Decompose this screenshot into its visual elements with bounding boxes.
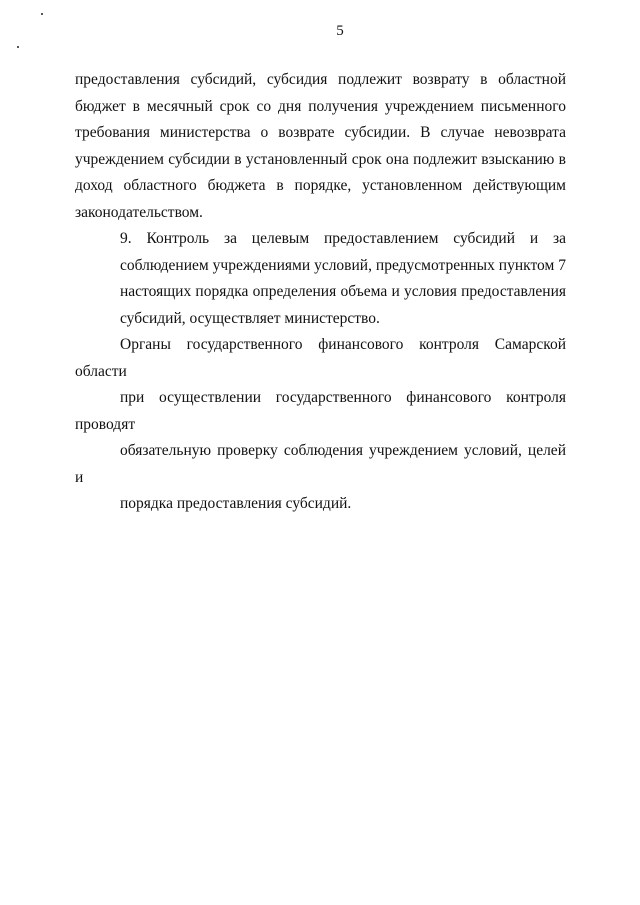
- page-number: 5: [336, 23, 344, 39]
- scan-speck: [17, 46, 19, 48]
- paragraph-subsidy-return: [75, 67, 566, 226]
- text-line: доход областного бюджета в порядке, установленном действующим: [75, 177, 566, 194]
- text-line: обязательную проверку соблюдения учреждением условий, целей и: [75, 442, 566, 486]
- scan-speck: [41, 13, 43, 15]
- text-line: Органы государственного финансового контроля Самарской области: [75, 336, 566, 380]
- text-line: субсидий, осуществляет министерство.: [120, 309, 380, 327]
- text-line: порядка предоставления субсидий.: [120, 495, 352, 512]
- text-line: законодательством.: [75, 203, 203, 221]
- paragraph-control: [75, 226, 566, 332]
- text-line: 9. Контроль за целевым предоставлением субсидий и за: [120, 230, 566, 247]
- text-line: предоставления субсидий, субсидия подлежит возврату в областной: [75, 71, 566, 88]
- text-line: соблюдением учреждениями условий, предусмотренных пунктом 7: [120, 256, 566, 274]
- text-line: настоящих порядка определения объема и условия предоставления: [120, 283, 566, 300]
- text-line: при осуществлении государственного финансового контроля проводят: [75, 389, 566, 433]
- text-line: бюджет в месячный срок со дня получения учреждением письменного: [75, 97, 566, 115]
- paragraph-financial-control: [75, 332, 566, 518]
- document-body: [75, 67, 566, 518]
- text-line: учреждением субсидии в установленный срок она подлежит взысканию в: [75, 150, 566, 168]
- text-line: требования министерства о возврате субсидии. В случае невозврата: [75, 124, 566, 141]
